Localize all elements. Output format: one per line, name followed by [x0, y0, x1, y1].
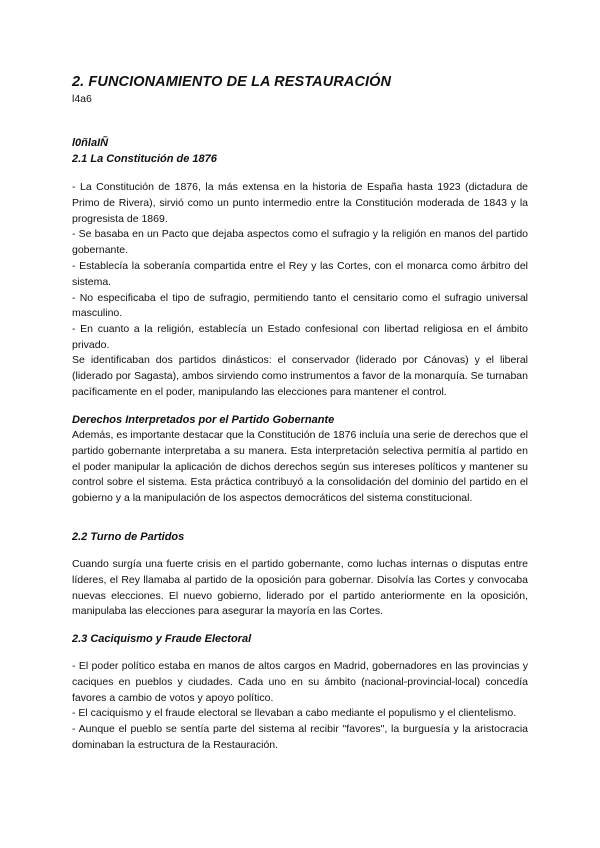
caciquismo-bullets: [72, 659, 528, 754]
turno-paragraph: Cuando surgía una fuerte crisis en el partido gobernante, como luchas internas o disputas entre líderes, el Rey llamaba al partido de la oposición para gobernar. Disolvía las Cortes y convocaba nuevas elecciones. El nuevo gobierno, liderado por el partido anteriormente en la oposición, manipulaba las elecciones para asegurar la mayoría en las Cortes.: [72, 558, 528, 618]
list-item: - Se basaba en un Pacto que dejaba aspectos como el sufragio y la religión en manos del partido gobernante.: [72, 228, 528, 257]
document-code: l4a6: [72, 93, 92, 105]
list-item: - En cuanto a la religión, establecía un Estado confesional con libertad religiosa en el ámbito privado.: [72, 323, 528, 351]
heading-constitucion: 2.1 La Constitución de 1876: [72, 153, 217, 165]
constitucion-bullets: [72, 180, 528, 354]
list-item: - El poder político estaba en manos de altos cargos en Madrid, gobernadores en las provincias y caciques en pueblos y ciudades. Cada uno en su ámbito (nacional-provincial-local) concedía favores a cambio de votos y apoyo político.: [72, 660, 528, 704]
list-item: - El caciquismo y el fraude electoral se llevaban a cabo mediante el populismo y el clientelismo.: [72, 707, 517, 720]
heading-derechos: Derechos Interpretados por el Partido Gobernante: [72, 414, 335, 426]
derechos-paragraph: Además, es importante destacar que la Constitución de 1876 incluía una serie de derechos que el partido gobernante interpretaba a su manera. Esta interpretación selectiva permitía al partido en el poder manipular la aplicación de dichos derechos según sus intereses políticos y mantener su control sobre el sistema. Esta práctica contribuyó a la consolidación del dominio del partido en el gobierno y a la manipulación de los aspectos democráticos del sistema constitucional.: [72, 429, 528, 505]
document-mark: l0ñlaIÑ: [72, 137, 109, 149]
list-item: - Aunque el pueblo se sentía parte del sistema al recibir "favores", la burguesía y la aristocracia dominaban la estructura de la Restauración.: [72, 723, 528, 751]
list-item: - No especificaba el tipo de sufragio, permitiendo tanto el censitario como el sufragio universal masculino.: [72, 291, 528, 320]
list-item: - La Constitución de 1876, la más extensa en la historia de España hasta 1923 (dictadura de Primo de Rivera), sirvió como un punto intermedio entre la Constitución moderada de 1843 y la progresista de 1869.: [72, 181, 528, 225]
heading-caciquismo: 2.3 Caciquismo y Fraude Electoral: [72, 633, 252, 645]
partidos-dinasticos-paragraph: Se identificaban dos partidos dinásticos: el conservador (liderado por Cánovas) y el liberal (liderado por Sagasta), ambos sirviendo como instrumentos a favor de la monarquía. Se turnaban pacíficamente en el poder, manipulando las elecciones para mantener el control.: [72, 354, 528, 398]
heading-turno: 2.2 Turno de Partidos: [72, 531, 185, 543]
page-title: 2. FUNCIONAMIENTO DE LA RESTAURACIÓN: [72, 74, 392, 90]
list-item: - Establecía la soberanía compartida entre el Rey y las Cortes, con el monarca como árbitro del sistema.: [72, 259, 528, 288]
